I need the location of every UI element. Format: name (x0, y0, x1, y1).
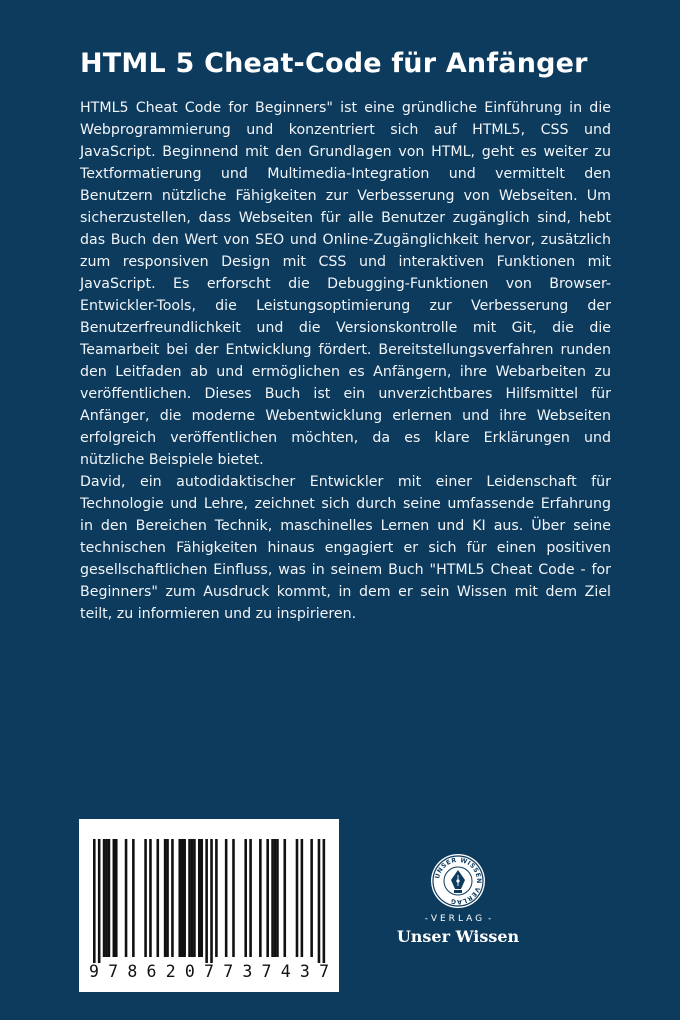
barcode-bar (178, 839, 181, 957)
barcode-bar (310, 839, 313, 957)
barcode-bar (149, 839, 152, 957)
isbn-digit: 4 (280, 962, 291, 981)
isbn-digit: 7 (223, 962, 234, 981)
barcode-bar (93, 839, 96, 963)
barcode-bar (113, 839, 116, 957)
barcode-bar (193, 839, 196, 957)
barcode-bar (191, 839, 194, 957)
barcode-bar (166, 839, 169, 957)
barcode-bar (276, 839, 279, 957)
barcode-bar (115, 839, 118, 957)
logo-ring-text: UNSER WISSEN VERLAG (434, 856, 483, 906)
barcode-bar (249, 839, 252, 957)
barcode-bar (181, 839, 184, 957)
barcode-bar (205, 839, 208, 963)
barcode-bar (103, 839, 106, 957)
barcode-bar (108, 839, 111, 957)
publisher-logo (388, 853, 528, 953)
barcode-bar (296, 839, 299, 957)
barcode-bar (283, 839, 286, 957)
isbn-digit: 7 (319, 962, 329, 981)
isbn-digit: 3 (299, 962, 310, 981)
isbn-digit: 7 (108, 962, 119, 981)
book-description: HTML5 Cheat Code for Beginners" ist eine gründliche Einführung in die Webprogrammierung und konzentriert sich auf HTML5, CSS und JavaScript. Beginnend mit den Grundlagen von HTML, geht es weiter zu Textformatierung und Multimedia-Integration und vermittelt den Benutzern nützliche Fähigkeiten zur Verbesserung von Webseiten. Um sicherzustellen, dass Webseiten für alle Benutzer zugänglich sind, hebt das Buch den Wert von SEO und Online-Zugänglichkeit hervor, zusätzlich zum responsiven Design mit CSS und interaktiven Funktionen mit JavaScript. Es erforscht die Debugging-Funktionen von Browser-Entwickler-Tools, die Leistungsoptimierung zur Verbesserung der Benutzerfreundlichkeit und die Versionskontrolle mit Git, die die Teamarbeit bei der Entwicklung fördert. Bereitstellungsverfahren runden den Leitfaden ab und ermöglichen es Anfängern, ihre Webarbeiten zu veröffentlichen. Dieses Buch ist ein unverzichtbares Hilfsmittel für Anfänger, die moderne Webentwicklung erlernen und ihre Webseiten erfolgreich veröffentlichen möchten, da es klare Erklärungen und nützliche Beispiele bietet. (80, 100, 611, 468)
barcode-bar (132, 839, 135, 957)
barcode-bar (171, 839, 174, 957)
barcode-bar (259, 839, 262, 957)
isbn-digit: 7 (261, 962, 272, 981)
isbn-digit: 9 (89, 962, 99, 981)
barcode-bar (164, 839, 167, 957)
fountain-pen-nib-icon (430, 853, 486, 909)
barcode-bar (215, 839, 218, 957)
barcode-bar (156, 839, 159, 957)
barcode-bar (318, 839, 321, 963)
barcode-bar (232, 839, 235, 957)
barcode-bar (198, 839, 201, 957)
barcode-bar (125, 839, 128, 957)
barcode-bar (105, 839, 108, 957)
barcode-bar (244, 839, 247, 957)
barcode-bar (144, 839, 147, 957)
book-title: HTML 5 Cheat-Code für Anfänger (80, 48, 588, 79)
barcode-bar (200, 839, 203, 957)
barcode-bar (183, 839, 186, 957)
barcode-bar (271, 839, 274, 957)
barcode-bar (225, 839, 228, 957)
isbn-barcode (79, 819, 339, 992)
isbn-digit: 2 (165, 962, 176, 981)
isbn-digit: 8 (127, 962, 138, 981)
barcode-bar (274, 839, 277, 957)
isbn-number (89, 962, 329, 981)
barcode-bar (188, 839, 191, 957)
barcode-bar (301, 839, 304, 957)
barcode-bar (98, 839, 101, 963)
isbn-digit: 7 (204, 962, 214, 981)
author-bio: David, ein autodidaktischer Entwickler mit einer Leidenschaft für Technologie und Lehre, zeichnet sich durch seine umfassende Erfahrung in den Bereichen Technik, maschinelles Lernen und KI aus. Über seine technischen Fähigkeiten hinaus engagiert er sich für einen positiven gesellschaftlichen Einfluss, was in seinem Buch "HTML5 Cheat Code - for Beginners" zum Ausdruck kommt, in dem er sein Wissen mit dem Ziel teilt, zu informieren und zu inspirieren. (80, 474, 611, 622)
isbn-digit: 0 (184, 962, 195, 981)
barcode-bar (323, 839, 326, 963)
isbn-digit: 6 (146, 962, 157, 981)
publisher-label: - VERLAG - (424, 914, 492, 924)
isbn-digit: 3 (242, 962, 253, 981)
barcode-bar (266, 839, 269, 957)
barcode-bar (210, 839, 213, 963)
publisher-name: Unser Wissen (396, 927, 520, 946)
